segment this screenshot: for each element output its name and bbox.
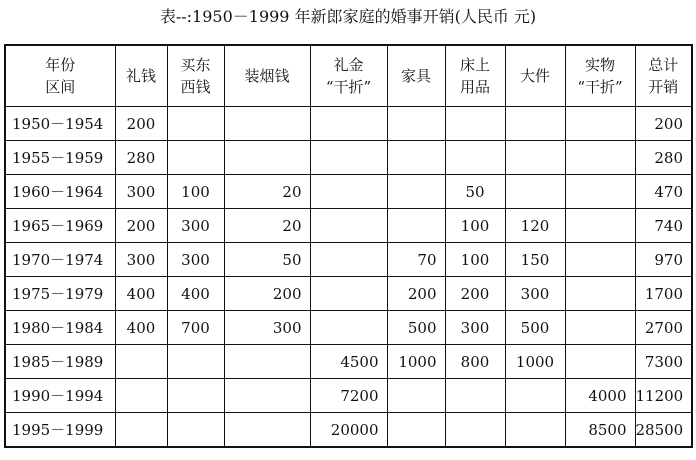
cell-year-range: 1955－1959 [5, 141, 115, 175]
cell-goods-converted [565, 311, 635, 345]
cell-total-expense: 970 [635, 243, 692, 277]
cell-shopping-money [167, 379, 224, 413]
cell-furniture [387, 209, 445, 243]
cell-furniture [387, 107, 445, 141]
cell-year-range: 1995－1999 [5, 413, 115, 448]
cell-cash-gift-converted: 20000 [310, 413, 387, 448]
cell-goods-converted [565, 243, 635, 277]
cell-bedding: 50 [445, 175, 505, 209]
cell-shopping-money: 700 [167, 311, 224, 345]
cell-bedding: 100 [445, 209, 505, 243]
table-row [5, 175, 692, 209]
cell-bedding: 200 [445, 277, 505, 311]
cell-cigarette-money: 200 [224, 277, 310, 311]
cell-cigarette-money [224, 107, 310, 141]
cell-furniture [387, 379, 445, 413]
cell-cigarette-money: 20 [224, 175, 310, 209]
cell-shopping-money [167, 345, 224, 379]
cell-bedding: 300 [445, 311, 505, 345]
cell-total-expense: 740 [635, 209, 692, 243]
cell-furniture: 200 [387, 277, 445, 311]
cell-gift-money: 200 [115, 107, 167, 141]
cell-gift-money: 300 [115, 175, 167, 209]
cell-goods-converted [565, 175, 635, 209]
cell-furniture: 1000 [387, 345, 445, 379]
cell-cigarette-money: 50 [224, 243, 310, 277]
cell-furniture: 500 [387, 311, 445, 345]
cell-major-items [505, 379, 565, 413]
cell-total-expense: 1700 [635, 277, 692, 311]
cell-year-range: 1975－1979 [5, 277, 115, 311]
cell-year-range: 1980－1984 [5, 311, 115, 345]
table-row [5, 413, 692, 448]
cell-cash-gift-converted [310, 311, 387, 345]
cell-cigarette-money [224, 141, 310, 175]
cell-total-expense: 200 [635, 107, 692, 141]
cell-gift-money: 280 [115, 141, 167, 175]
cell-major-items [505, 141, 565, 175]
column-header-furniture: 家具 [387, 45, 445, 107]
cell-cash-gift-converted [310, 175, 387, 209]
table-row [5, 379, 692, 413]
cell-cigarette-money [224, 379, 310, 413]
table-row [5, 311, 692, 345]
cell-shopping-money [167, 107, 224, 141]
cell-cigarette-money: 300 [224, 311, 310, 345]
table-row [5, 277, 692, 311]
column-header-year-range: 年份 区间 [5, 45, 115, 107]
cell-year-range: 1950－1954 [5, 107, 115, 141]
cell-major-items: 150 [505, 243, 565, 277]
cell-total-expense: 11200 [635, 379, 692, 413]
cell-furniture [387, 413, 445, 448]
cell-cash-gift-converted: 7200 [310, 379, 387, 413]
cell-year-range: 1970－1974 [5, 243, 115, 277]
cell-gift-money: 200 [115, 209, 167, 243]
cell-cash-gift-converted [310, 243, 387, 277]
cell-bedding: 800 [445, 345, 505, 379]
cell-cash-gift-converted [310, 277, 387, 311]
cell-bedding [445, 141, 505, 175]
cell-cigarette-money [224, 413, 310, 448]
cell-major-items [505, 175, 565, 209]
wedding-expense-table [4, 44, 693, 448]
cell-furniture: 70 [387, 243, 445, 277]
cell-shopping-money [167, 413, 224, 448]
cell-shopping-money: 400 [167, 277, 224, 311]
cell-year-range: 1965－1969 [5, 209, 115, 243]
table-row [5, 107, 692, 141]
table-row [5, 209, 692, 243]
cell-year-range: 1990－1994 [5, 379, 115, 413]
column-header-shopping-money: 买东 西钱 [167, 45, 224, 107]
table-row [5, 243, 692, 277]
cell-bedding [445, 107, 505, 141]
cell-cash-gift-converted [310, 209, 387, 243]
cell-year-range: 1960－1964 [5, 175, 115, 209]
cell-shopping-money: 300 [167, 243, 224, 277]
cell-shopping-money [167, 141, 224, 175]
cell-gift-money [115, 379, 167, 413]
cell-gift-money: 400 [115, 311, 167, 345]
cell-major-items: 300 [505, 277, 565, 311]
cell-goods-converted [565, 209, 635, 243]
column-header-total-expense: 总计 开销 [635, 45, 692, 107]
cell-goods-converted: 8500 [565, 413, 635, 448]
cell-bedding: 100 [445, 243, 505, 277]
cell-gift-money: 300 [115, 243, 167, 277]
cell-total-expense: 2700 [635, 311, 692, 345]
table-title: 表--:1950－1999 年新郎家庭的婚事开销(人民币 元) [159, 7, 537, 26]
cell-bedding [445, 379, 505, 413]
cell-gift-money [115, 413, 167, 448]
cell-major-items: 1000 [505, 345, 565, 379]
cell-goods-converted [565, 107, 635, 141]
column-header-cigarette-money: 装烟钱 [224, 45, 310, 107]
cell-total-expense: 7300 [635, 345, 692, 379]
cell-goods-converted [565, 345, 635, 379]
cell-goods-converted [565, 277, 635, 311]
column-header-gift-money: 礼钱 [115, 45, 167, 107]
cell-cash-gift-converted [310, 107, 387, 141]
cell-year-range: 1985－1989 [5, 345, 115, 379]
cell-shopping-money: 300 [167, 209, 224, 243]
cell-goods-converted: 4000 [565, 379, 635, 413]
column-header-major-items: 大件 [505, 45, 565, 107]
cell-cigarette-money: 20 [224, 209, 310, 243]
cell-total-expense: 280 [635, 141, 692, 175]
cell-gift-money [115, 345, 167, 379]
cell-major-items: 500 [505, 311, 565, 345]
cell-total-expense: 28500 [635, 413, 692, 448]
cell-shopping-money: 100 [167, 175, 224, 209]
header-row [5, 45, 692, 107]
cell-total-expense: 470 [635, 175, 692, 209]
cell-major-items: 120 [505, 209, 565, 243]
cell-cash-gift-converted: 4500 [310, 345, 387, 379]
column-header-goods-converted: 实物 “干折” [565, 45, 635, 107]
column-header-bedding: 床上 用品 [445, 45, 505, 107]
cell-major-items [505, 107, 565, 141]
table-row [5, 345, 692, 379]
cell-bedding [445, 413, 505, 448]
cell-major-items [505, 413, 565, 448]
cell-gift-money: 400 [115, 277, 167, 311]
cell-cigarette-money [224, 345, 310, 379]
column-header-cash-gift-converted: 礼金 “干折” [310, 45, 387, 107]
table-row [5, 141, 692, 175]
cell-furniture [387, 175, 445, 209]
cell-furniture [387, 141, 445, 175]
cell-goods-converted [565, 141, 635, 175]
cell-cash-gift-converted [310, 141, 387, 175]
